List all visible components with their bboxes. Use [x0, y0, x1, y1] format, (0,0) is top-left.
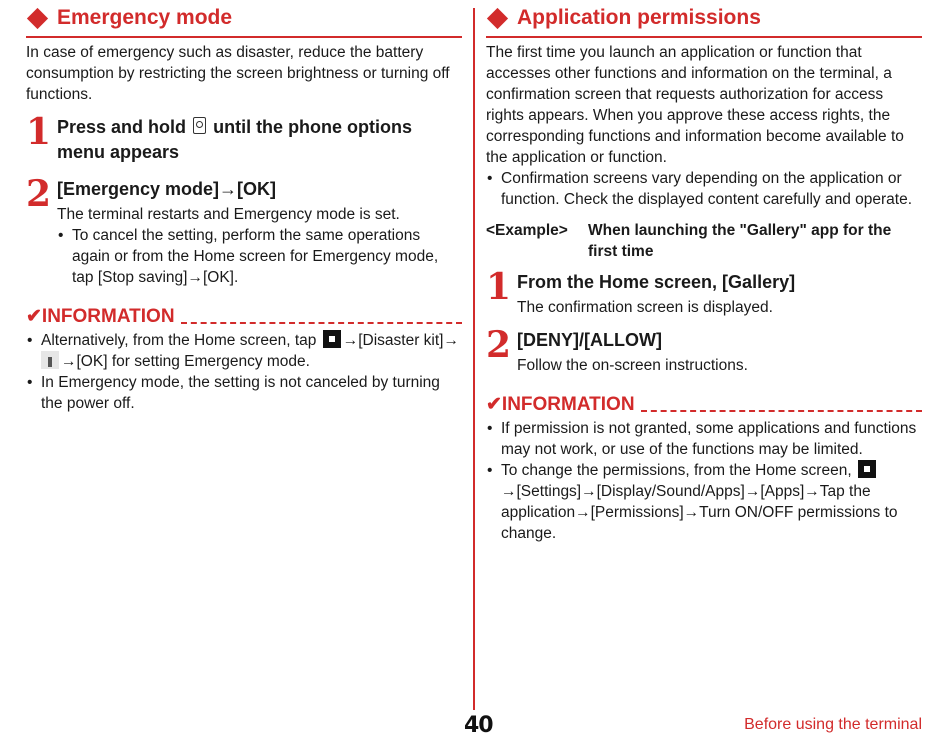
dashed-rule	[181, 322, 462, 324]
check-icon: ✔	[486, 394, 502, 415]
example-text: When launching the "Gallery" app for the first time	[588, 222, 892, 260]
step-title: [DENY]/[ALLOW]	[517, 330, 662, 350]
bullet-text: →[Settings]→[Display/Sound/Apps]→[Apps]→Tap the application→[Permissions]→Turn ON/OFF permissions to change.	[501, 483, 898, 542]
step-number: 2	[26, 173, 52, 215]
bullet-item	[486, 460, 922, 544]
step-body: The confirmation screen is displayed.	[517, 299, 773, 316]
information-header	[486, 394, 922, 416]
step-title-text: Press and hold	[57, 117, 187, 137]
check-icon: ✔	[26, 306, 42, 327]
step-bullets	[57, 225, 462, 288]
diamond-icon	[27, 7, 48, 28]
example	[486, 220, 922, 262]
example-label: <Example>	[486, 222, 568, 239]
step-body: Follow the on-screen instructions.	[517, 357, 748, 374]
intro-bullets	[486, 168, 922, 210]
section-intro: In case of emergency such as disaster, reduce the battery consumption by restricting the screen brightness or turning off functions.	[26, 44, 450, 103]
information-title: INFORMATION	[501, 394, 635, 415]
step-1	[26, 111, 462, 165]
information-header	[26, 306, 462, 328]
dashed-rule	[641, 410, 922, 412]
section-header	[486, 0, 922, 38]
bullet-item: • In Emergency mode, the setting is not canceled by turning the power off.	[26, 372, 462, 414]
disaster-tool-icon	[41, 351, 59, 369]
menu-key-icon	[858, 460, 876, 478]
step-number: 1	[26, 111, 52, 153]
step-number: 2	[486, 324, 512, 366]
page-number: 40	[464, 713, 493, 738]
bullet-text: To change the permissions, from the Home screen,	[501, 462, 852, 479]
diamond-icon	[487, 7, 508, 28]
information-bullets	[486, 418, 922, 544]
section-title: Application permissions	[517, 6, 761, 29]
step-title: [Emergency mode]→[OK]	[57, 179, 277, 199]
bullet-text: →[OK] for setting Emergency mode.	[61, 353, 310, 370]
application-permissions-section	[486, 0, 922, 544]
menu-key-icon	[323, 330, 341, 348]
step-title: From the Home screen, [Gallery]	[517, 272, 796, 292]
bullet-text: →[Disaster kit]→	[342, 332, 459, 349]
step-number: 1	[486, 266, 512, 308]
bullet-item	[26, 330, 462, 372]
section-title: Emergency mode	[57, 6, 233, 29]
step-title	[57, 115, 462, 165]
footer-section-title: Before using the terminal	[744, 716, 922, 733]
bullet-item: • To cancel the setting, perform the same operations again or from the Home screen for Emergency mode, tap [Stop saving]→[OK].	[57, 225, 462, 288]
step-2	[486, 324, 922, 376]
step-2	[26, 173, 462, 288]
step-body: The terminal restarts and Emergency mode is set.	[57, 206, 400, 223]
section-header	[26, 0, 462, 38]
bullet-text: Alternatively, from the Home screen, tap	[41, 332, 317, 349]
column-divider	[473, 8, 475, 710]
step-title-text: until the phone options menu appears	[57, 117, 413, 162]
emergency-mode-section	[26, 0, 462, 414]
step-1	[486, 266, 922, 318]
power-key-icon	[193, 117, 206, 134]
section-intro: The first time you launch an application or function that accesses other functions and information on the terminal, a confirmation screen that requests authorization for access rights appears. When you approve these access rights, the corresponding functions and information become available to the application or function.	[486, 44, 904, 166]
information-bullets	[26, 330, 462, 414]
bullet-item: • If permission is not granted, some applications and functions may not work, or use of the functions may be limited.	[486, 418, 922, 460]
information-title: INFORMATION	[41, 306, 175, 327]
bullet-item: • Confirmation screens vary depending on the application or function. Check the displayed content carefully and operate.	[486, 168, 922, 210]
